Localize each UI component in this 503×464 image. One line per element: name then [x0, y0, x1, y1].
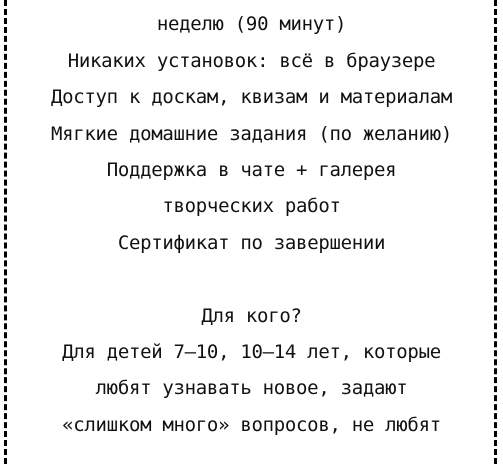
- text-line: Никаких установок: всё в браузере: [67, 49, 436, 72]
- text-line: Доступ к доскам, квизам и материалам: [50, 86, 452, 109]
- section-spacer: [0, 261, 503, 297]
- text-line: любят узнавать новое, задают: [95, 377, 408, 400]
- text-line: Для детей 7–10, 10–14 лет, которые: [62, 340, 441, 363]
- text-line: Поддержка в чате + галерея: [106, 158, 397, 181]
- text-line: Мягкие домашние задания (по желанию): [50, 122, 452, 145]
- text-line: Сертификат по завершении: [117, 231, 386, 254]
- text-line: творческих работ: [162, 195, 341, 218]
- text-line: неделю (90 минут): [156, 13, 347, 36]
- section-heading: Для кого?: [201, 304, 302, 327]
- text-line: «слишком много» вопросов, не любят: [62, 413, 441, 436]
